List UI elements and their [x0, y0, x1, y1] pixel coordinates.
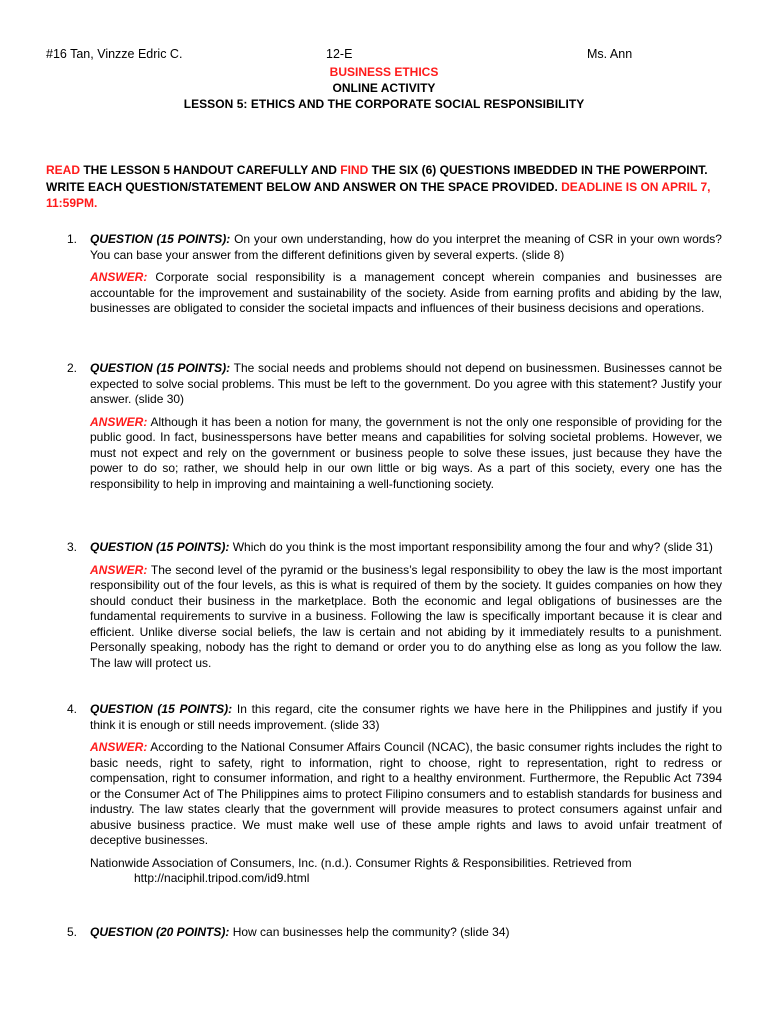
question-number: 2. [67, 361, 78, 375]
question-text: Which do you think is the most important responsibility among the four and why? (slide 31) [229, 540, 713, 554]
question-item-2 [46, 361, 722, 492]
question-item-3 [46, 540, 722, 671]
instruction-text-2: THE SIX (6) QUESTIONS IMBEDDED IN THE POWERPOINT. WRITE EACH QUESTION/STATEMENT BELOW AND ANSWER ON THE SPACE PROVIDED. [46, 163, 708, 194]
section-label: 12-E [326, 47, 353, 61]
question-label: QUESTION (15 POINTS): [90, 702, 233, 716]
reference-text: Nationwide Association of Consumers, Inc. (n.d.). Consumer Rights & Responsibilities. Retrieved from [90, 855, 632, 870]
activity-title: ONLINE ACTIVITY [332, 81, 436, 95]
lesson-title: LESSON 5: ETHICS AND THE CORPORATE SOCIAL RESPONSIBILITY [183, 97, 585, 111]
answer-paragraph [90, 563, 722, 672]
question-prompt [90, 540, 722, 556]
answer-text: According to the National Consumer Affairs Council (NCAC), the basic consumer rights includes the right to basic needs, right to safety, right to information, right to choose, right to representation, right to redress or compensation, right to consumer information, and right to a healthy environment. Furthermore, the Republic Act 7394 or the Consumer Act of The Philippines aims to protect Filipino consumers and to establish standards for business and industry. The law states clearly that the government will provide measures to protect consumers against unfair and abusive business practice. We must make well use of these ample rights and laws to avoid unfair treatment of deceptive businesses. [90, 740, 722, 847]
answer-label: ANSWER: [90, 562, 148, 577]
student-name: #16 Tan, Vinzze Edric C. [46, 47, 183, 61]
answer-paragraph [90, 270, 722, 317]
instruction-find: FIND [340, 163, 369, 177]
question-text: The social needs and problems should not depend on businessmen. Businesses cannot be expected to solve social problems. This must be left to the government. Do you agree with this statement? Justify your answer. (slide 30) [90, 361, 722, 406]
reference-citation [90, 856, 722, 887]
question-prompt [90, 232, 722, 263]
question-item-4 [46, 702, 722, 887]
question-item-1 [46, 232, 722, 317]
question-prompt [90, 361, 722, 408]
subject-title: BUSINESS ETHICS [329, 65, 439, 79]
question-label: QUESTION (15 POINTS): [90, 540, 230, 554]
question-prompt [90, 925, 722, 941]
answer-label: ANSWER: [90, 414, 148, 429]
teacher-name: Ms. Ann [587, 47, 633, 61]
answer-text: Although it has been a notion for many, the government is not the only one responsible of providing for the public good. In fact, businesspersons have better means and capabilities for solving societal problems. However, we must not expect and rely on the government or business people to solve these issues, just because they have the power to do so; rather, we should help in our own little or big ways. As a part of this society, every one has the responsibility to help in improving and maintaining a well-functioning society. [90, 414, 722, 491]
question-label: QUESTION (15 POINTS): [90, 361, 231, 375]
question-number: 5. [67, 925, 78, 939]
question-number: 1. [67, 232, 78, 246]
answer-paragraph [90, 415, 722, 493]
question-label: QUESTION (20 POINTS): [90, 925, 230, 939]
question-text: On your own understanding, how do you interpret the meaning of CSR in your own words? You can base your answer from the different definitions given by several experts. (slide 8) [90, 232, 722, 262]
question-number: 3. [67, 540, 78, 554]
instruction-read: READ [46, 163, 81, 177]
answer-text: Corporate social responsibility is a management concept wherein companies and businesses are accountable for the improvement and sustainability of the society. Aside from earning profits and abiding by the law, businesses are obligated to consider the societal impacts and influences of their business decisions and operations. [90, 270, 722, 315]
question-prompt [90, 702, 722, 733]
answer-text: The second level of the pyramid or the business’s legal responsibility to obey the law is the most important responsibility out of the four levels, as this is what is required of them by the society. It guides companies on how they should conduct their business in the marketplace. Both the economic and legal obligations of businesses are the fundamental requirements to survive in a business. Following the law is specifically important because it is clear and efficient. Unlike diverse social beliefs, the law is certain and not abiding by it immediately results to a punishment. Personally speaking, nobody has the right to demand or order you to do anything else as long as you follow the law. The law will protect us. [90, 562, 722, 670]
question-label: QUESTION (15 POINTS): [90, 232, 231, 246]
question-text: In this regard, cite the consumer rights we have here in the Philippines and justify if you think it is enough or still needs improvement. (slide 33) [90, 702, 723, 732]
answer-paragraph [90, 740, 722, 849]
question-item-5 [46, 925, 722, 941]
question-text: How can businesses help the community? (slide 34) [229, 925, 510, 939]
instruction-deadline: DEADLINE IS ON APRIL 7, 11:59PM. [46, 179, 711, 210]
instructions [46, 162, 726, 212]
instruction-text-1: THE LESSON 5 HANDOUT CAREFULLY AND [80, 163, 341, 177]
question-number: 4. [67, 702, 78, 716]
document-titles [0, 64, 768, 112]
answer-label: ANSWER: [90, 740, 148, 754]
reference-url: http://naciphil.tripod.com/id9.html [134, 871, 310, 885]
answer-label: ANSWER: [90, 270, 148, 284]
